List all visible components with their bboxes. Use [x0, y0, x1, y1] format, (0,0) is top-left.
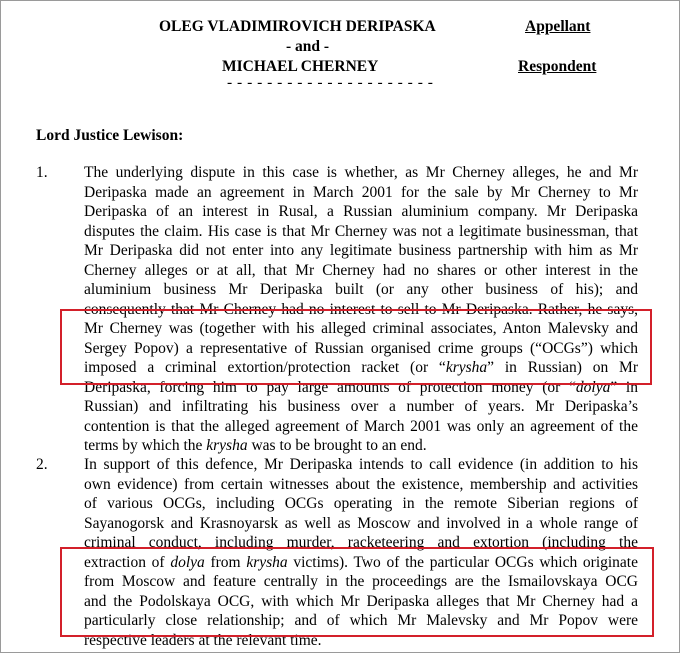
paragraph-line: imposed a criminal extortion/protection racket (or “krysha” in Russian) on Mr	[84, 359, 638, 376]
paragraph-number: 1.	[36, 164, 48, 181]
italic-term: dolya	[170, 553, 205, 571]
paragraph-line: Russian) and infiltrating his business over a number of years. Mr Deripaska’s	[84, 398, 638, 415]
italic-term: krysha	[206, 437, 248, 454]
paragraph-line: from Moscow and feature centrally in the proceedings are the Ismailovskaya OCG	[84, 573, 638, 590]
paragraph-line: criminal conduct, including murder, racketeering and extortion (including the	[84, 534, 638, 551]
paragraph-number: 2.	[36, 456, 48, 473]
header-divider: - - - - - - - - - - - - - - - - - - - - -	[227, 74, 434, 91]
paragraph-line: Deripaska of an interest in Rusal, a Russian aluminium company. Mr Deripaska	[84, 203, 638, 220]
paragraph-line: Mr Cherney was (together with his alleged criminal associates, Anton Malevsky and	[84, 320, 638, 337]
paragraph-line: aluminium business Mr Deripaska built (or any other business of his); and	[84, 281, 638, 298]
paragraph-line: and the Podolskaya OCG, with which Mr Deripaska alleges that Mr Cherney had a	[84, 592, 638, 610]
paragraph-line: Deripaska made an agreement in March 2001 for the sale by Mr Cherney to Mr	[84, 183, 638, 201]
paragraph-line: Cherney alleges or at all, that Mr Cherney had no shares or other interest in the	[84, 261, 638, 279]
paragraph-line: particularly close relationship; and of which Mr Malevsky and Mr Popov were	[84, 612, 638, 629]
paragraph-line: respective leaders at the relevant time.	[84, 631, 322, 649]
paragraph-line: disputes the claim. His case is that Mr Cherney was not a legitimate businessman, that	[84, 222, 638, 240]
highlight-box	[60, 309, 652, 385]
paragraph-line: consequently that Mr Cherney had no interest to sell to Mr Deripaska. Rather, he says,	[84, 300, 638, 318]
paragraph-line: Mr Deripaska did not enter into any legitimate business partnership with him as Mr	[84, 242, 638, 259]
paragraph-line: terms by which the krysha was to be brought to an end.	[84, 437, 427, 454]
appellant-name: OLEG VLADIMIROVICH DERIPASKA	[159, 18, 436, 35]
italic-term: krysha	[246, 553, 288, 571]
appellant-role: Appellant	[525, 18, 591, 35]
paragraph-line: The underlying dispute in this case is whether, as Mr Cherney alleges, he and Mr	[84, 164, 638, 181]
paragraph-line: Sergey Popov) a representative of Russian organised crime groups (“OCGs”) which	[84, 339, 638, 357]
judge-heading: Lord Justice Lewison:	[36, 127, 184, 144]
respondent-name: MICHAEL CHERNEY	[222, 58, 379, 75]
paragraph-line: Deripaska, forcing him to pay large amounts of protection money (or “dolya” in	[84, 378, 638, 396]
italic-term: dolya	[575, 378, 611, 396]
italic-term: krysha	[445, 359, 488, 376]
respondent-role: Respondent	[518, 58, 597, 75]
paragraph-line: In support of this defence, Mr Deripaska intends to call evidence (in addition to his	[84, 456, 638, 473]
paragraph-line: Sayanogorsk and Krasnoyarsk as well as Moscow and involved in a whole range of	[84, 514, 638, 532]
paragraph-line: of various OCGs, including OCGs operating in the remote Siberian regions of	[84, 495, 638, 512]
highlight-box	[60, 547, 654, 637]
paragraph-line: contention is that the alleged agreement of March 2001 was only an agreement of the	[84, 417, 638, 435]
and-separator: - and -	[286, 38, 330, 55]
paragraph-line: own evidence) from certain witnesses about the existence, membership and activities	[84, 475, 638, 493]
paragraph-line: extraction of dolya from krysha victims). Two of the particular OCGs which originate	[84, 553, 638, 571]
